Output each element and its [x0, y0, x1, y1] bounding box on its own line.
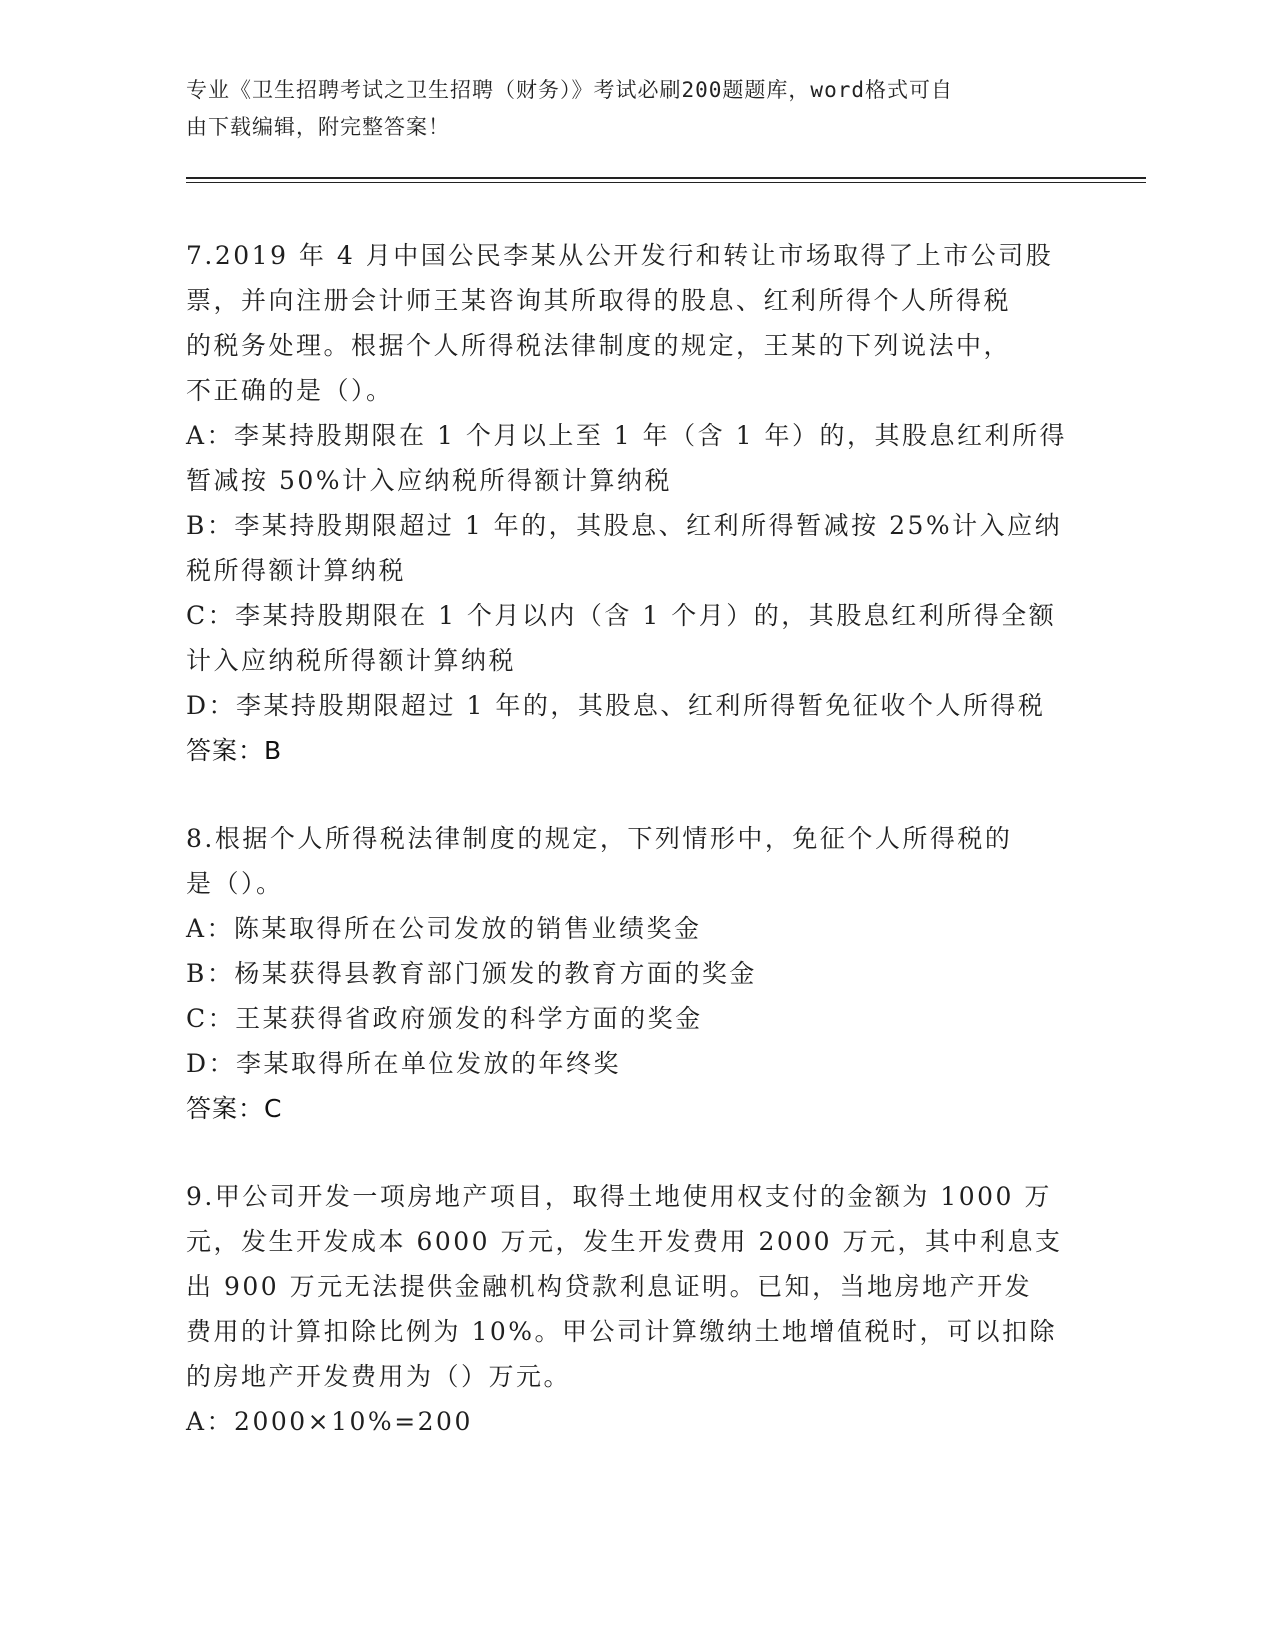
- question-stem: 是（）。: [186, 869, 284, 898]
- answer-label: 答案：C: [186, 1094, 283, 1123]
- document-header: [186, 72, 1066, 146]
- header-divider-thin: [186, 182, 1146, 183]
- question-stem: 7.2019 年 4 月中国公民李某从公开发行和转让市场取得了上市公司股: [186, 241, 1054, 270]
- question-stem: 9.甲公司开发一项房地产项目，取得土地使用权支付的金额为 1000 万: [186, 1182, 1052, 1211]
- option-b: B：杨某获得县教育部门颁发的教育方面的奖金: [186, 959, 757, 988]
- header-line: 专业《卫生招聘考试之卫生招聘（财务）》考试必刷200题题库，word格式可自: [186, 78, 953, 102]
- option-a: A：陈某取得所在公司发放的销售业绩奖金: [186, 914, 702, 943]
- option-c: 计入应纳税所得额计算纳税: [186, 646, 517, 675]
- option-b: B：李某持股期限超过 1 年的，其股息、红利所得暂减按 25%计入应纳: [186, 511, 1063, 540]
- question-stem: 出 900 万元无法提供金融机构贷款利息证明。已知，当地房地产开发: [186, 1272, 1033, 1301]
- answer-label: 答案：B: [186, 736, 283, 765]
- question-7: [186, 233, 1086, 773]
- question-stem: 的税务处理。根据个人所得税法律制度的规定，王某的下列说法中，: [186, 331, 1012, 360]
- option-d: D：李某取得所在单位发放的年终奖: [186, 1049, 622, 1078]
- option-d: D：李某持股期限超过 1 年的，其股息、红利所得暂免征收个人所得税: [186, 691, 1046, 720]
- option-a: A：李某持股期限在 1 个月以上至 1 年（含 1 年）的，其股息红利所得: [186, 421, 1067, 450]
- question-stem: 不正确的是（）。: [186, 376, 394, 405]
- question-8: [186, 816, 1086, 1131]
- option-a: 暂减按 50%计入应纳税所得额计算纳税: [186, 466, 673, 495]
- option-c: C：李某持股期限在 1 个月以内（含 1 个月）的，其股息红利所得全额: [186, 601, 1057, 630]
- header-line: 由下载编辑，附完整答案！: [186, 115, 450, 139]
- question-stem: 票，并向注册会计师王某咨询其所取得的股息、红利所得个人所得税: [186, 286, 1012, 315]
- option-b: 税所得额计算纳税: [186, 556, 407, 585]
- question-list: [186, 233, 1086, 1487]
- question-stem: 元，发生开发成本 6000 万元，发生开发费用 2000 万元，其中利息支: [186, 1227, 1063, 1256]
- question-stem: 的房地产开发费用为（）万元。: [186, 1362, 572, 1391]
- option-a: A：2000×10%=200: [186, 1407, 473, 1436]
- question-9: [186, 1174, 1086, 1444]
- option-c: C：王某获得省政府颁发的科学方面的奖金: [186, 1004, 703, 1033]
- header-divider: [186, 177, 1146, 179]
- question-stem: 费用的计算扣除比例为 10%。甲公司计算缴纳土地增值税时，可以扣除: [186, 1317, 1058, 1346]
- question-stem: 8.根据个人所得税法律制度的规定，下列情形中，免征个人所得税的: [186, 824, 1013, 853]
